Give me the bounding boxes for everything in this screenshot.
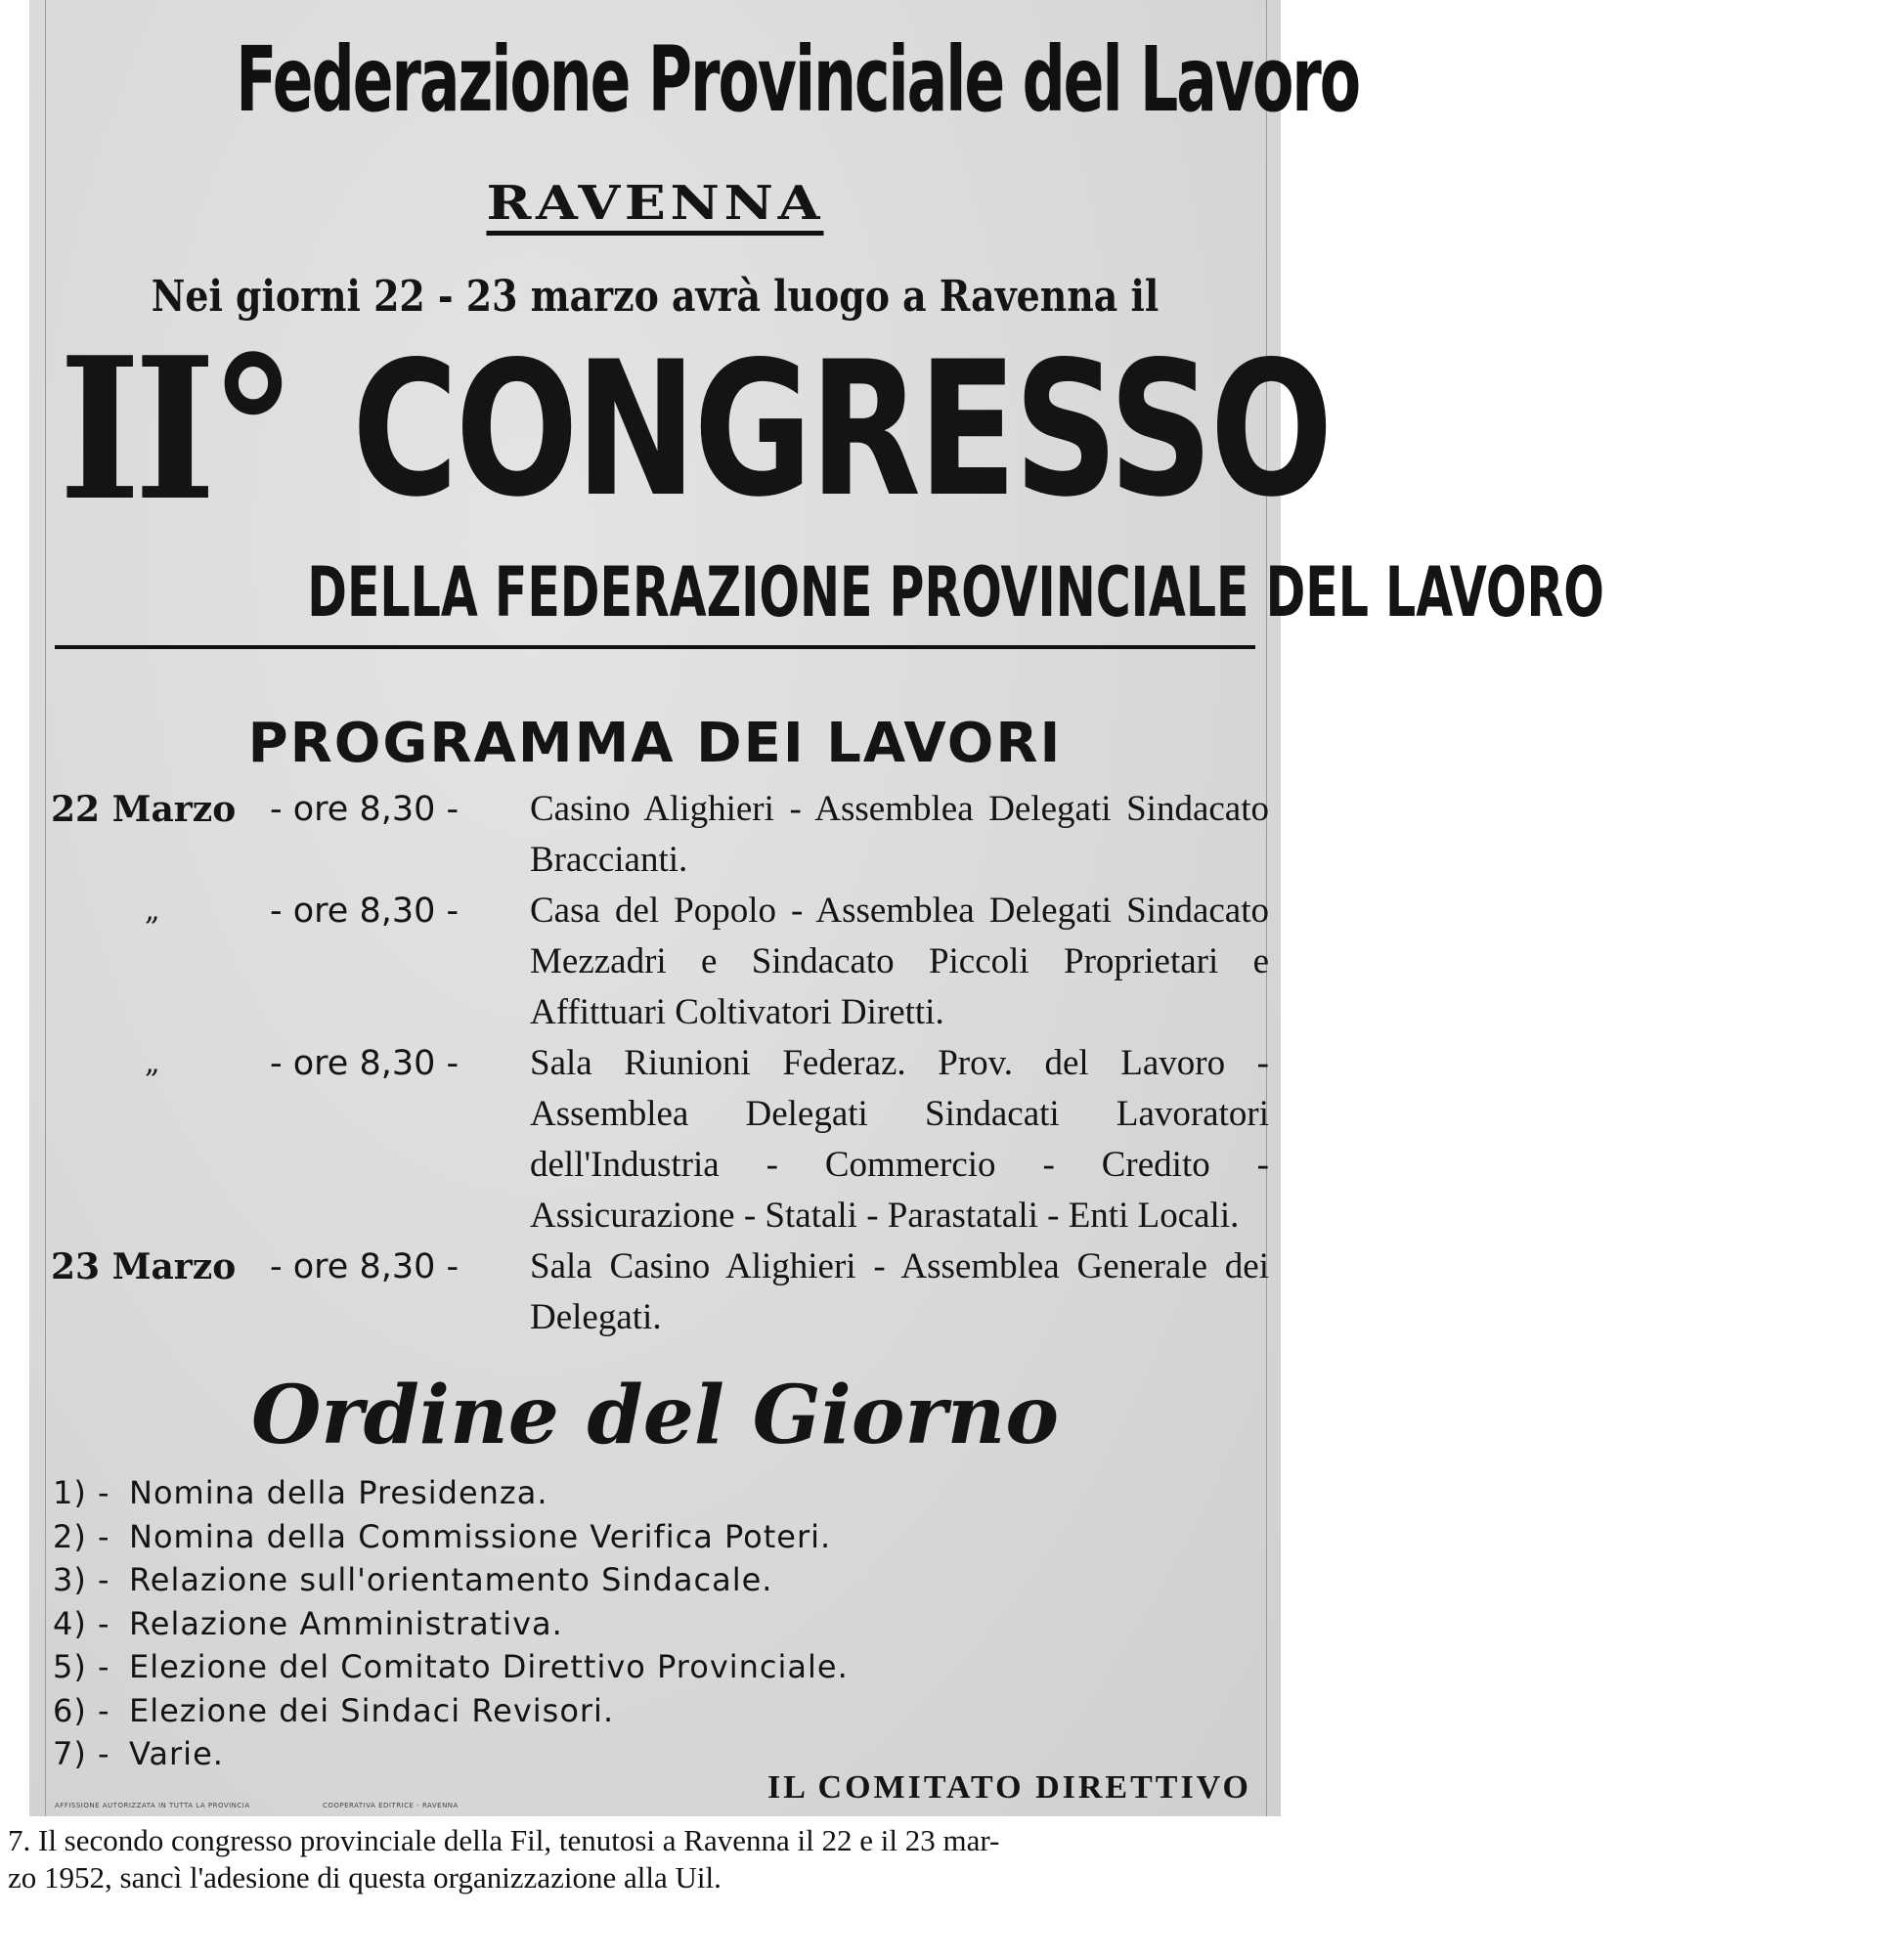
program-row bbox=[29, 886, 1281, 1038]
subtitle-text: DELLA FEDERAZIONE PROVINCIALE DEL LAVORO bbox=[307, 552, 1604, 632]
agenda-text: Nomina della Presidenza. bbox=[129, 1474, 548, 1511]
printer-note-left: AFFISSIONE AUTORIZZATA IN TUTTA LA PROVINCIA bbox=[55, 1802, 250, 1809]
agenda-number: 7) - bbox=[53, 1735, 110, 1772]
program-date: 22 Marzo bbox=[51, 789, 237, 830]
agenda-number: 3) - bbox=[53, 1561, 110, 1598]
program-time: - ore 8,30 - bbox=[270, 790, 460, 829]
congress-heading bbox=[29, 315, 1331, 544]
caption-line-2: zo 1952, sancì l'adesione di questa organizzazione alla Uil. bbox=[8, 1860, 722, 1895]
poster-city bbox=[29, 178, 1281, 236]
agenda-number: 1) - bbox=[53, 1474, 110, 1511]
agenda-item bbox=[53, 1558, 1265, 1602]
printer-note-right: COOPERATIVA EDITRICE - RAVENNA bbox=[323, 1802, 459, 1809]
poster-signature: IL COMITATO DIRETTIVO bbox=[767, 1769, 1251, 1806]
agenda-item bbox=[53, 1471, 1265, 1515]
caption-line-1: 7. Il secondo congresso provinciale della Fil, tenutosi a Ravenna il 22 e il 23 mar- bbox=[8, 1823, 1000, 1857]
agenda-text: Elezione del Comitato Direttivo Provinciale. bbox=[129, 1648, 849, 1685]
agenda-number: 4) - bbox=[53, 1604, 110, 1642]
agenda-item bbox=[53, 1602, 1265, 1646]
agenda-text: Nomina della Commissione Verifica Poteri. bbox=[129, 1517, 832, 1555]
poster-intro: Nei giorni 22 - 23 marzo avrà luogo a Ravenna il bbox=[151, 272, 1160, 322]
agenda-item bbox=[53, 1515, 1265, 1559]
program-date-ditto: „ bbox=[145, 893, 160, 928]
program-description: Casino Alighieri - Assemblea Delegati Sindacato Braccianti. bbox=[530, 789, 1269, 880]
figure-caption bbox=[8, 1822, 1298, 1896]
agenda-list bbox=[53, 1471, 1265, 1776]
agenda-number: 2) - bbox=[53, 1517, 110, 1555]
program-row bbox=[29, 1241, 1281, 1343]
agenda-number: 6) - bbox=[53, 1691, 110, 1729]
agenda-text: Elezione dei Sindaci Revisori. bbox=[129, 1691, 615, 1729]
program-title: PROGRAMMA DEI LAVORI bbox=[247, 712, 1063, 775]
congress-word: CONGRESSO bbox=[352, 322, 1331, 538]
city-text: RAVENNA bbox=[486, 178, 824, 236]
subtitle-underline bbox=[55, 645, 1255, 649]
program-time: - ore 8,30 - bbox=[270, 1247, 460, 1286]
agenda-text: Relazione Amministrativa. bbox=[129, 1604, 563, 1642]
agenda-item bbox=[53, 1689, 1265, 1733]
congress-number: II° bbox=[59, 315, 290, 544]
agenda-item bbox=[53, 1645, 1265, 1689]
agenda-text: Relazione sull'orientamento Sindacale. bbox=[129, 1561, 773, 1598]
program-time: - ore 8,30 - bbox=[270, 892, 460, 931]
program-row bbox=[29, 784, 1281, 886]
program-description: Sala Casino Alighieri - Assemblea Generale dei Delegati. bbox=[530, 1246, 1269, 1337]
agenda-title: Ordine del Giorno bbox=[250, 1369, 1060, 1462]
poster-subtitle bbox=[29, 552, 1604, 632]
agenda-number: 5) - bbox=[53, 1648, 110, 1685]
poster-title: Federazione Provinciale del Lavoro bbox=[236, 27, 1360, 132]
program-row bbox=[29, 1038, 1281, 1241]
program-description: Casa del Popolo - Assemblea Delegati Sindacato Mezzadri e Sindacato Piccoli Proprietari e Affittuari Coltivatori Diretti. bbox=[530, 891, 1269, 1032]
program-time: - ore 8,30 - bbox=[270, 1044, 460, 1083]
program-description: Sala Riunioni Federaz. Prov. del Lavoro - Assemblea Delegati Sindacati Lavoratori dell'Industria - Commercio - Credito - Assicurazione - Statali - Parastatali - Enti Locali. bbox=[530, 1043, 1269, 1236]
agenda-text: Varie. bbox=[129, 1735, 224, 1772]
poster bbox=[29, 0, 1604, 1816]
program-date-ditto: „ bbox=[145, 1046, 160, 1080]
program-date: 23 Marzo bbox=[51, 1246, 237, 1287]
